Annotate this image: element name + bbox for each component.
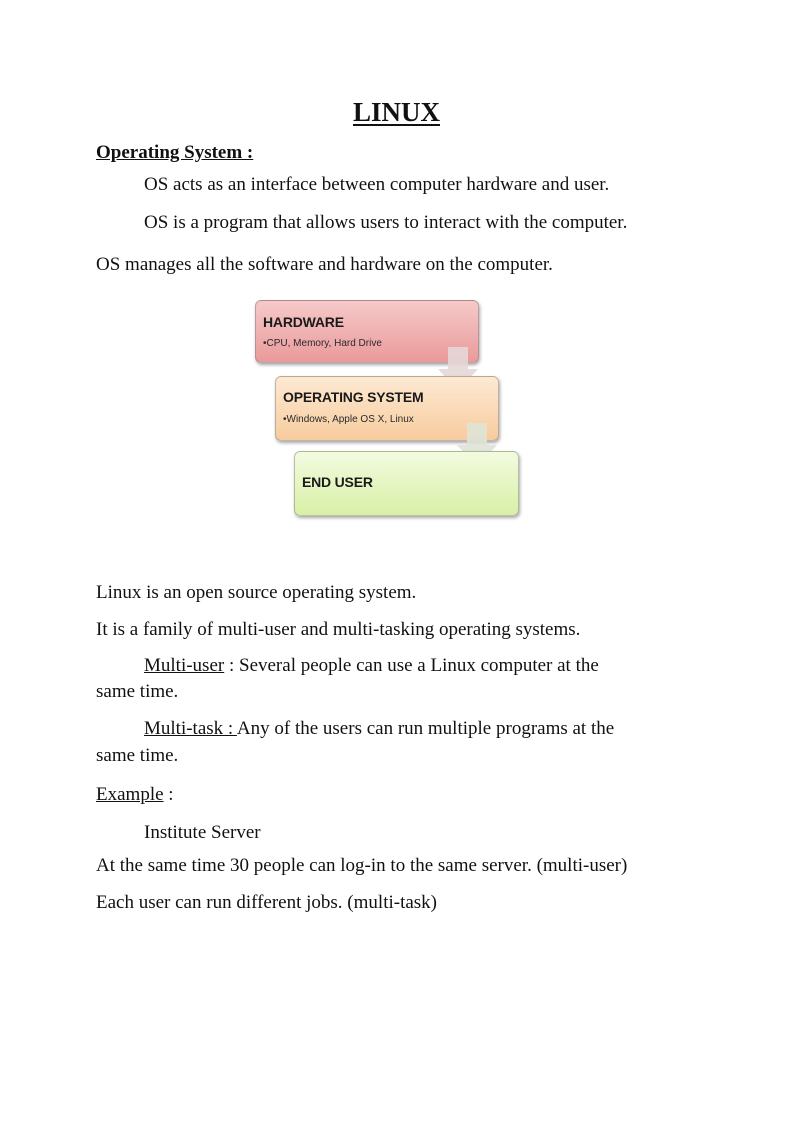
multi-user-continuation: same time. xyxy=(96,681,179,702)
os-point: OS is a program that allows users to interact with the computer. xyxy=(144,212,628,233)
multi-user-label: Multi-user xyxy=(144,655,225,676)
multi-task-continuation: same time. xyxy=(96,745,179,766)
example-label: Example xyxy=(96,784,164,805)
box-title: OPERATING SYSTEM xyxy=(283,389,424,405)
multi-task-label: Multi-task : xyxy=(144,718,237,739)
multi-user-line xyxy=(144,655,599,677)
box-title: END USER xyxy=(302,474,373,490)
page-title: LINUX xyxy=(352,97,440,127)
example-line xyxy=(96,784,174,806)
diagram-box-end-user xyxy=(294,451,519,516)
multi-task-text: Any of the users can run multiple programs at the xyxy=(236,718,615,739)
linux-definition: Linux is an open source operating system. xyxy=(96,582,417,603)
multi-task-line xyxy=(144,718,614,740)
os-point: OS manages all the software and hardware on the computer. xyxy=(96,254,553,275)
box-subtitle: •Windows, Apple OS X, Linux xyxy=(283,414,414,425)
multi-user-text: : Several people can use a Linux computer at the xyxy=(224,655,599,676)
example-multi-task: Each user can run different jobs. (multi-task) xyxy=(96,892,438,913)
example-name: Institute Server xyxy=(144,822,261,843)
section-heading: Operating System : xyxy=(96,142,254,163)
example-colon: : xyxy=(163,784,174,805)
example-multi-user: At the same time 30 people can log-in to the same server. (multi-user) xyxy=(96,855,628,876)
box-title: HARDWARE xyxy=(263,314,344,330)
linux-family: It is a family of multi-user and multi-tasking operating systems. xyxy=(96,619,581,640)
box-subtitle: •CPU, Memory, Hard Drive xyxy=(263,338,382,349)
os-point: OS acts as an interface between computer hardware and user. xyxy=(144,174,610,195)
